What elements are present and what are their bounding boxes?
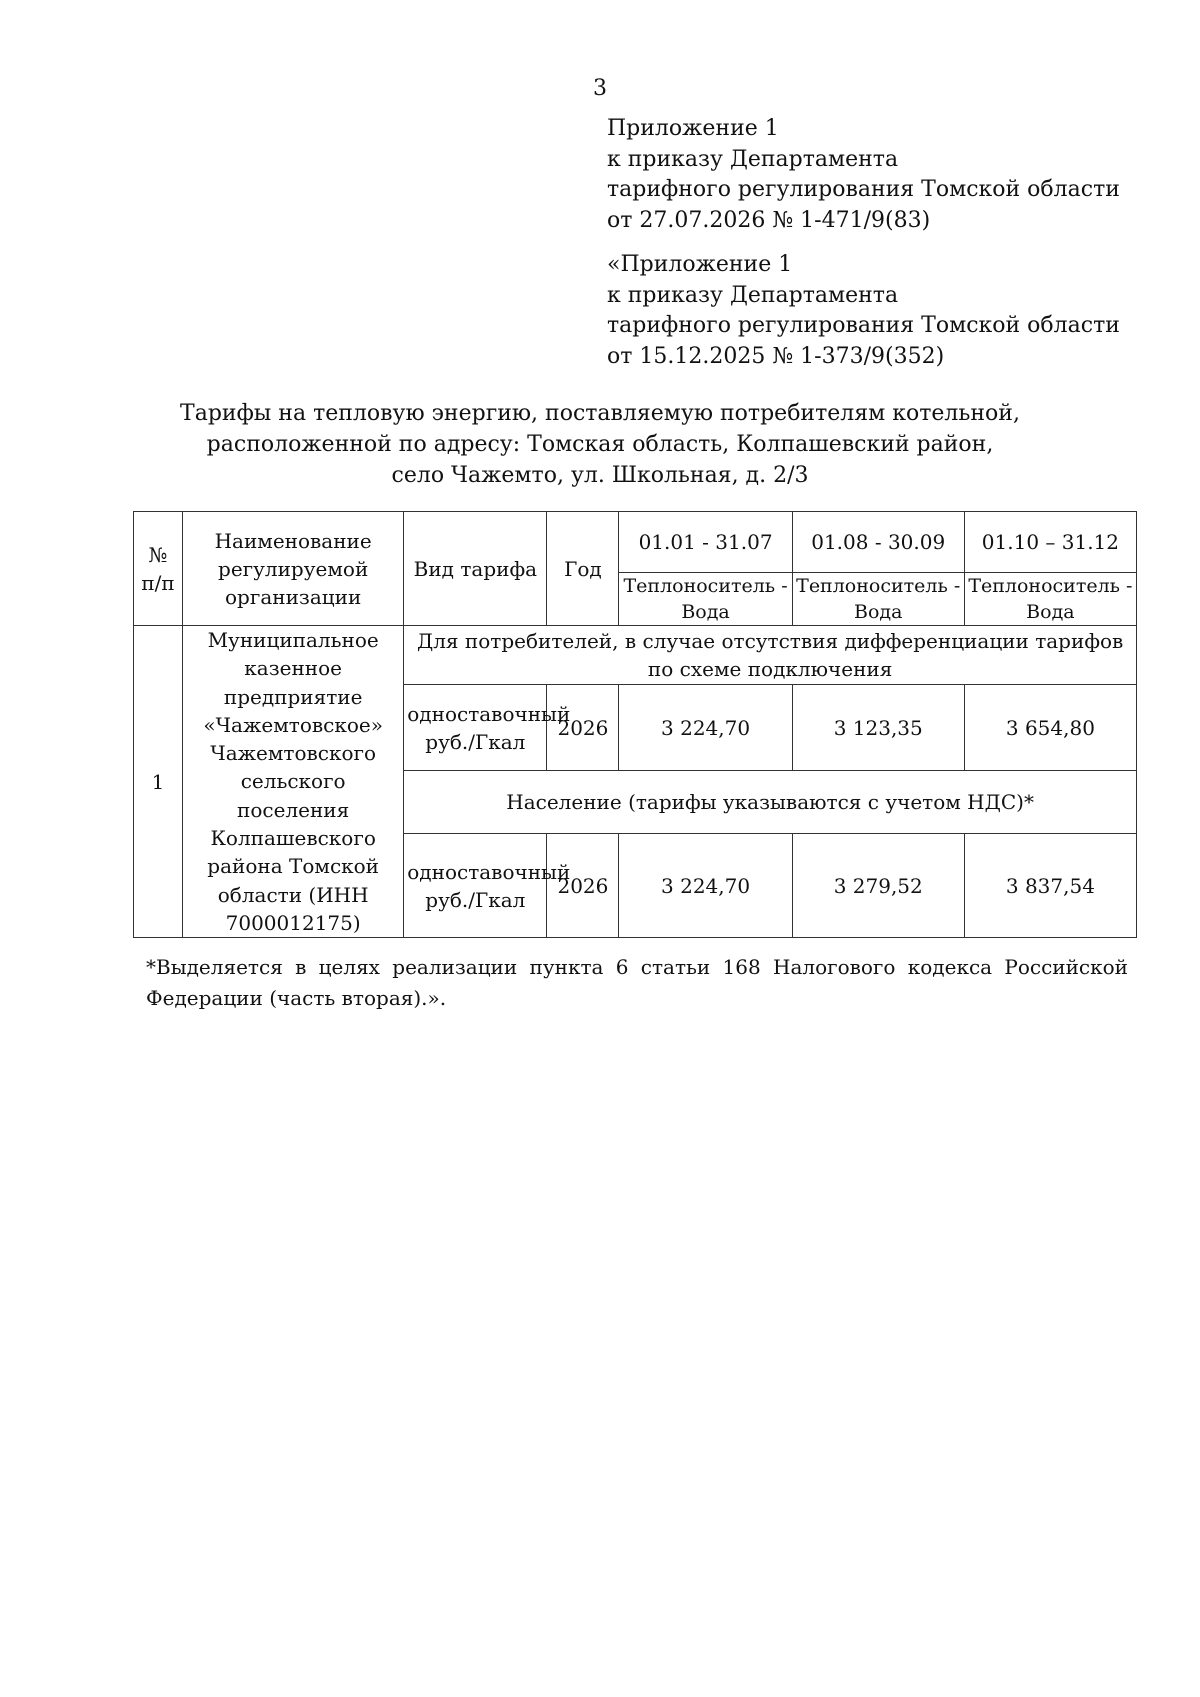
appendix-current-line: Приложение 1 <box>607 116 779 141</box>
appendix-previous-line: «Приложение 1 <box>607 252 793 277</box>
header-organization: Наименование регулируемой организации <box>183 512 404 626</box>
document-title <box>0 398 1200 491</box>
appendix-previous-line: к приказу Департамента <box>607 282 899 308</box>
row-number: 1 <box>134 626 183 938</box>
tariff-table <box>133 511 1137 938</box>
tariff-value: 3 224,70 <box>619 685 792 771</box>
consumer-group-label: Для потребителей, в случае отсутствия дифференциации тарифов по схеме подключения <box>404 626 1137 685</box>
year-cell: 2026 <box>547 834 619 938</box>
header-period: 01.08 - 30.09 <box>792 512 964 573</box>
tariff-type-cell: одноставочный руб./Гкал <box>404 834 547 938</box>
header-carrier: Теплоноситель - Вода <box>792 573 964 626</box>
header-carrier: Теплоноситель - Вода <box>619 573 792 626</box>
document-title-line: Тарифы на тепловую энергию, поставляемую потребителям котельной, <box>180 401 1020 426</box>
appendix-current-line: от 27.07.2026 № 1-471/9(83) <box>607 207 931 233</box>
header-carrier: Теплоноситель - Вода <box>964 573 1136 626</box>
appendix-previous-line: от 15.12.2025 № 1-373/9(352) <box>607 343 945 369</box>
header-year: Год <box>547 512 619 626</box>
header-tariff-type: Вид тарифа <box>404 512 547 626</box>
footnote: *Выделяется в целях реализации пункта 6 статьи 168 Налогового кодекса Российской Федерации (часть вторая).». <box>146 955 1128 1010</box>
header-number: № п/п <box>134 512 183 626</box>
appendix-current-line: тарифного регулирования Томской области <box>607 177 1120 202</box>
page-number: 3 <box>593 76 607 101</box>
tariff-value: 3 224,70 <box>619 834 792 938</box>
table-header-row <box>134 512 1137 573</box>
document-title-line: село Чажемто, ул. Школьная, д. 2/3 <box>391 463 809 488</box>
tariff-value: 3 654,80 <box>964 685 1136 771</box>
appendix-previous-block <box>607 250 1120 372</box>
header-period: 01.10 – 31.12 <box>964 512 1136 573</box>
year-cell: 2026 <box>547 685 619 771</box>
tariff-value: 3 279,52 <box>792 834 964 938</box>
header-period: 01.01 - 31.07 <box>619 512 792 573</box>
tariff-value: 3 123,35 <box>792 685 964 771</box>
table-row <box>134 626 1137 685</box>
appendix-previous-line: тарифного регулирования Томской области <box>607 313 1120 338</box>
document-title-line: расположенной по адресу: Томская область, Колпашевский район, <box>206 432 994 457</box>
appendix-current-block <box>607 114 1120 236</box>
appendix-current-line: к приказу Департамента <box>607 146 899 172</box>
consumer-group-label: Население (тарифы указываются с учетом НДС)* <box>404 771 1137 834</box>
organization-name: Муниципальное казенное предприятие «Чажемтовское» Чажемтовского сельского поселения Колпашевского района Томской области (ИНН 7000012175) <box>183 626 404 938</box>
tariff-value: 3 837,54 <box>964 834 1136 938</box>
tariff-type-cell: одноставочный руб./Гкал <box>404 685 547 771</box>
